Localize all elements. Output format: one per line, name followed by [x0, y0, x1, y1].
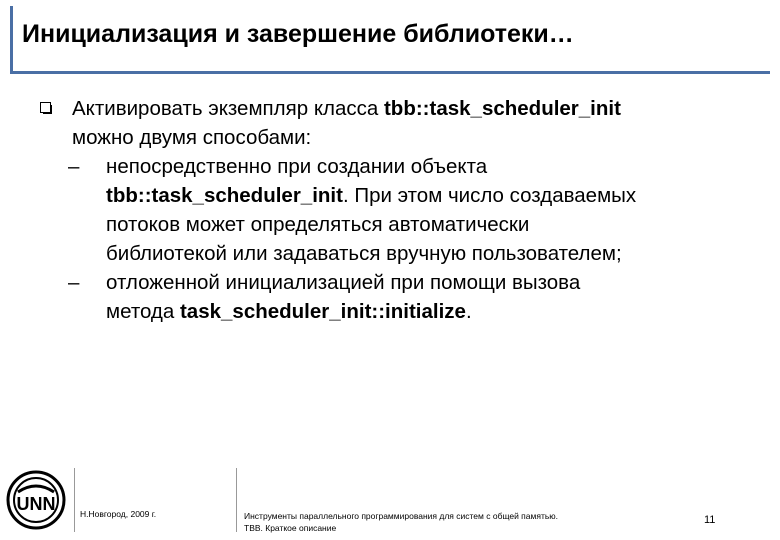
sub-item-1 — [68, 152, 756, 268]
footer-divider — [74, 468, 75, 532]
dash-marker: – — [68, 271, 80, 294]
bullet-text — [72, 94, 756, 152]
svg-text:UNN: UNN — [16, 494, 56, 514]
footer-course — [244, 510, 558, 534]
bullet-intro-code: tbb::task_scheduler_init — [383, 97, 621, 120]
footer-course-line1: Инструменты параллельного программирования для систем с общей памятью. — [244, 511, 559, 521]
sub1-text-d: библиотекой или задаваться вручную пользователем; — [106, 242, 622, 265]
sub1-text-a: непосредственно при создании объекта — [106, 155, 488, 178]
bullet-intro-line2: можно двумя способами: — [72, 126, 312, 149]
footer-divider — [236, 468, 237, 532]
slide-title: Инициализация и завершение библиотеки… — [22, 20, 574, 48]
sub1-text-b: . При этом число создаваемых — [342, 184, 637, 207]
slide-content — [36, 94, 756, 326]
bullet-intro-text: Активировать экземпляр класса — [72, 97, 384, 120]
sub2-text-a: отложенной инициализацией при помощи вызова — [106, 271, 581, 294]
dash-marker: – — [68, 155, 80, 178]
sub2-code: task_scheduler_init::initialize — [179, 300, 466, 323]
square-bullet-icon — [40, 102, 51, 113]
sub-item-2 — [68, 268, 756, 326]
university-logo-icon — [6, 470, 66, 530]
sub2-text-c: . — [465, 300, 472, 323]
page-number: 11 — [704, 514, 716, 526]
sub1-code: tbb::task_scheduler_init — [106, 184, 343, 207]
main-bullet — [36, 94, 756, 152]
footer-city-date: Н.Новгород, 2009 г. — [80, 509, 157, 519]
sub1-text-c: потоков может определяться автоматически — [106, 213, 530, 236]
sub2-text-b: метода — [106, 300, 180, 323]
footer-course-line2: TBB. Краткое описание — [244, 523, 337, 533]
